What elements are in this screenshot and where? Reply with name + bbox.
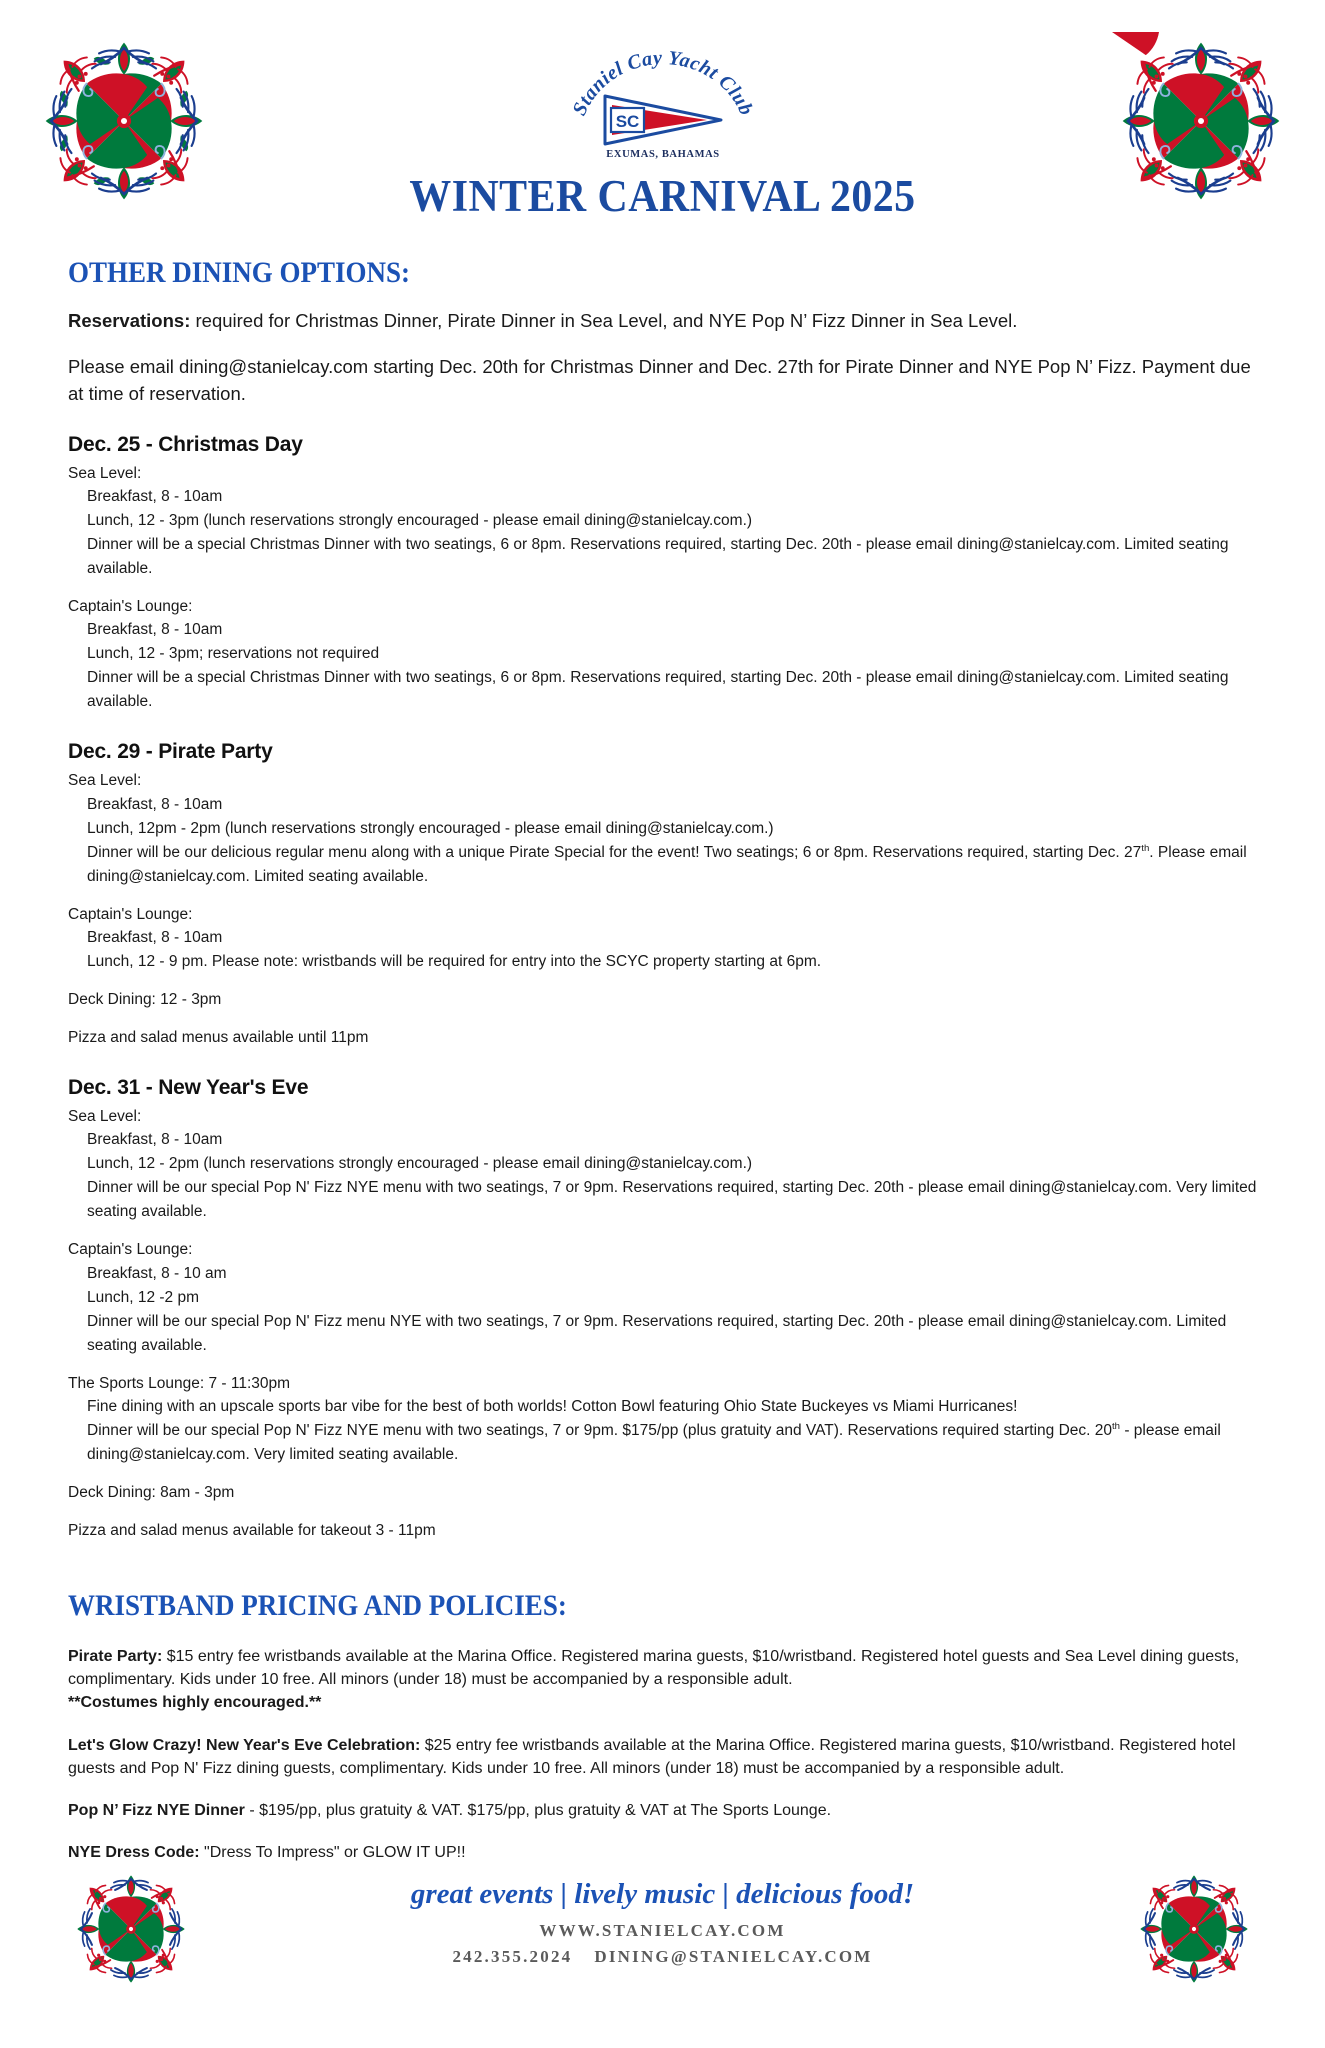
footer-phone[interactable]: 242.355.2024 [452, 1947, 573, 1966]
wristband-section [68, 1589, 1257, 1864]
venue-block [68, 769, 1257, 888]
policy-label: NYE Dress Code: [68, 1844, 200, 1862]
venue-line: Dinner will be our special Pop N' Fizz NYE menu with two seatings, 7 or 9pm. $175/pp (plus gratuity and VAT). Reservations required starting Dec. 20th - please email dining@stanielcay.com. Very limited seating available. [87, 1420, 1221, 1463]
policy-text: "Dress To Impress" or GLOW IT UP!! [199, 1844, 466, 1862]
venue-line: Lunch, 12pm - 2pm (lunch reservations strongly encouraged - please email dining@stanielcay.com.) [87, 819, 774, 837]
venue-name: Sea Level: [68, 1108, 142, 1126]
policy-item [68, 1645, 1257, 1715]
day-heading: Dec. 25 - Christmas Day [68, 432, 303, 456]
venue-line: Breakfast, 8 - 10am [87, 928, 223, 946]
day-sections [68, 433, 1257, 1543]
venue-block [68, 903, 1257, 974]
ordinal-suffix: th [1141, 842, 1150, 854]
section-heading-dining: OTHER DINING OPTIONS: [68, 256, 411, 289]
logo-arc-text: Staniel Cay Yacht Club [567, 48, 758, 119]
day-heading: Dec. 31 - New Year's Eve [68, 1076, 309, 1100]
burgee-initials: SC [615, 112, 639, 131]
venue-lines [68, 793, 1257, 889]
venue-line: Lunch, 12 - 3pm; reservations not required [87, 645, 380, 663]
footer-email[interactable]: DINING@STANIELCAY.COM [594, 1947, 873, 1966]
document-footer [0, 1878, 1325, 1973]
policy-label: Pop N’ Fizz NYE Dinner [68, 1801, 245, 1819]
venue-name: Captain's Lounge: [68, 905, 193, 923]
section-heading-wristband: WRISTBAND PRICING AND POLICIES: [68, 1589, 567, 1622]
venue-line: Dinner will be our special Pop N' Fizz menu NYE with two seatings, 7 or 9pm. Reservations required, starting Dec. 20th - please email dining@stanielcay.com. Limited seating available. [87, 1312, 1227, 1354]
policy-text: $25 entry fee wristbands available at the Marina Office. Registered marina guests, $10/wristband. Registered hotel guests and Pop N' Fizz dining guests, complimentary. Kids under 10 free. All minors (under 18) must be accompanied by a responsible adult. [68, 1736, 1236, 1777]
venue-line: Dinner will be our delicious regular menu along with a unique Pirate Special for the event! Two seatings; 6 or 8pm. Reservations required, starting Dec. 27th. Please email dining@stanielcay.com. Limited seating available. [87, 842, 1247, 885]
day-note: Pizza and salad menus available until 11pm [68, 1029, 369, 1047]
document-body [0, 256, 1325, 1864]
venue-name: Captain's Lounge: [68, 1241, 193, 1259]
page-title: WINTER CARNIVAL 2025 [409, 171, 916, 221]
policy-label: Let's Glow Crazy! New Year's Eve Celebration: [68, 1736, 421, 1754]
reservations-text: required for Christmas Dinner, Pirate Dinner in Sea Level, and NYE Pop N’ Fizz Dinner in Sea Level. [190, 310, 1018, 331]
policy-item [68, 1841, 1257, 1864]
logo-subtitle: EXUMAS, BAHAMAS [605, 149, 720, 160]
policy-list [68, 1645, 1257, 1864]
venue-line: Lunch, 12 - 3pm (lunch reservations strongly encouraged - please email dining@stanielcay.com.) [87, 512, 753, 530]
footer-contact [0, 1947, 1325, 1967]
venue-lines [68, 485, 1257, 581]
policy-text: $15 entry fee wristbands available at the Marina Office. Registered marina guests, $10/wristband. Registered hotel guests and Sea Level dining guests, complimentary. Kids under 10 free. All minors (under 18) must be accompanied by a responsible adult. [68, 1648, 1240, 1689]
day-heading: Dec. 29 - Pirate Party [68, 740, 273, 764]
venue-block [68, 1105, 1257, 1224]
dining-intro [68, 308, 1257, 407]
venue-line: Dinner will be our special Pop N' Fizz NYE menu with two seatings, 7 or 9pm. Reservations required, starting Dec. 20th - please email dining@stanielcay.com. Very limited seating available. [87, 1179, 1257, 1221]
venue-block [68, 1372, 1257, 1467]
venue-line: Lunch, 12 - 2pm (lunch reservations strongly encouraged - please email dining@stanielcay.com.) [87, 1155, 753, 1173]
venue-line: Dinner will be a special Christmas Dinner with two seatings, 6 or 8pm. Reservations required, starting Dec. 20th - please email dining@stanielcay.com. Limited seating available. [87, 669, 1229, 711]
day-note: Deck Dining: 8am - 3pm [68, 1483, 235, 1501]
venue-line: Lunch, 12 -2 pm [87, 1288, 200, 1306]
ordinal-suffix: th [1112, 1420, 1121, 1432]
venue-lines [68, 1262, 1257, 1358]
venue-name: The Sports Lounge: 7 - 11:30pm [68, 1374, 291, 1392]
policy-item [68, 1799, 1257, 1822]
day-note: Deck Dining: 12 - 3pm [68, 991, 222, 1009]
venue-block [68, 462, 1257, 581]
footer-tagline: great events | lively music | delicious food! [410, 1878, 915, 1910]
day-note: Pizza and salad menus available for takeout 3 - 11pm [68, 1521, 436, 1539]
venue-line: Breakfast, 8 - 10 am [87, 1264, 227, 1282]
policy-text: - $195/pp, plus gratuity & VAT. $175/pp, plus gratuity & VAT at The Sports Lounge. [244, 1801, 832, 1819]
venue-line: Dinner will be a special Christmas Dinner with two seatings, 6 or 8pm. Reservations required, starting Dec. 20th - please email dining@stanielcay.com. Limited seating available. [87, 536, 1229, 578]
venue-name: Captain's Lounge: [68, 598, 193, 616]
venue-line: Breakfast, 8 - 10am [87, 1131, 223, 1149]
email-paragraph: Please email dining@stanielcay.com starting Dec. 20th for Christmas Dinner and Dec. 27th for Pirate Dinner and NYE Pop N’ Fizz. Payment due at time of reservation. [68, 356, 1251, 404]
scyc-logo [563, 48, 763, 158]
venue-line: Breakfast, 8 - 10am [87, 795, 223, 813]
policy-item [68, 1734, 1257, 1780]
venue-lines [68, 618, 1257, 714]
venue-name: Sea Level: [68, 464, 142, 482]
reservations-label: Reservations: [68, 310, 191, 331]
venue-line: Breakfast, 8 - 10am [87, 621, 223, 639]
footer-website[interactable]: WWW.STANIELCAY.COM [539, 1921, 786, 1940]
venue-line: Fine dining with an upscale sports bar vibe for the best of both worlds! Cotton Bowl featuring Ohio State Buckeyes vs Miami Hurricanes! [87, 1397, 1018, 1415]
burgee-icon [605, 96, 721, 144]
venue-lines [68, 926, 1257, 974]
venue-block [68, 595, 1257, 714]
venue-block [68, 1238, 1257, 1357]
policy-label: Pirate Party: [68, 1648, 163, 1665]
venue-lines [68, 1395, 1257, 1467]
policy-emphasis: **Costumes highly encouraged.** [68, 1694, 322, 1712]
venue-lines [68, 1128, 1257, 1224]
reservations-paragraph [68, 308, 1257, 334]
venue-name: Sea Level: [68, 772, 142, 790]
venue-line: Lunch, 12 - 9 pm. Please note: wristbands will be required for entry into the SCYC property starting at 6pm. [87, 953, 822, 970]
venue-line: Breakfast, 8 - 10am [87, 488, 223, 506]
